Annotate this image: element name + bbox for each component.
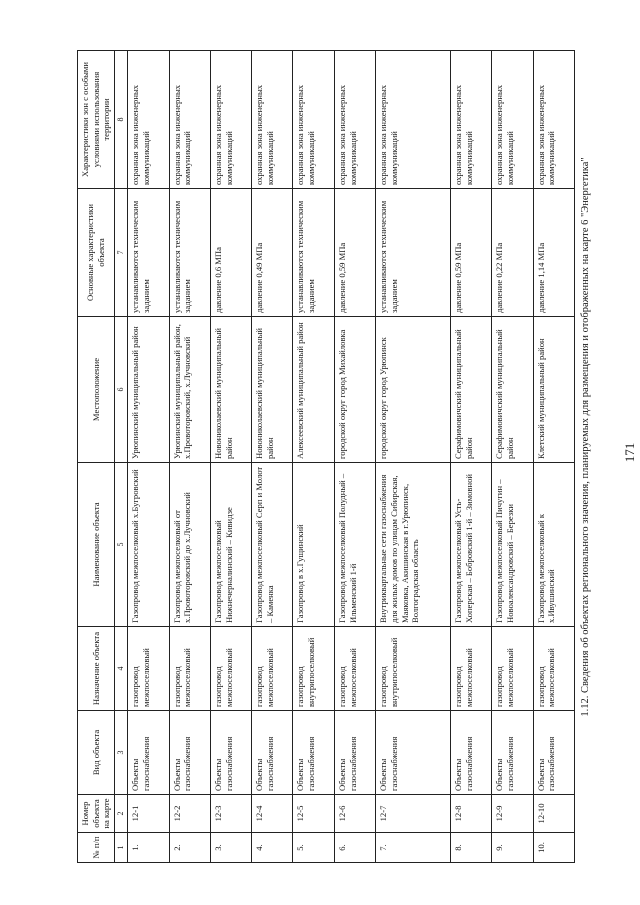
specs-cell: давление 0,22 МПа	[492, 189, 533, 317]
object-name-cell: Газопровод межпоселковый к х.Ивушинский	[533, 463, 574, 627]
column-header: Характеристики зон с особыми условиями использования территории	[78, 51, 115, 189]
location-cell: Новониколаевский муниципальный район	[210, 317, 251, 463]
table-row	[376, 51, 451, 863]
page-number: 171	[622, 442, 637, 463]
row-number-cell: 7.	[376, 833, 451, 863]
table-row	[450, 51, 491, 863]
row-number-cell: 4.	[252, 833, 293, 863]
object-purpose-cell: газопровод межпоселковый	[334, 627, 375, 711]
object-purpose-cell: газопровод межпоселковый	[128, 627, 169, 711]
object-purpose-cell: газопровод межпоселковый	[169, 627, 210, 711]
row-number-cell: 3.	[210, 833, 251, 863]
specs-cell: давление 0,49 МПа	[252, 189, 293, 317]
specs-cell: давление 0,59 МПа	[450, 189, 491, 317]
object-kind-cell: Объекты газоснабжения	[334, 711, 375, 795]
zones-cell: охранная зона инженерных коммуникаций	[533, 51, 574, 189]
column-index: 3	[115, 711, 128, 795]
objects-table	[77, 50, 575, 863]
column-header: Основные характеристики объекта	[78, 189, 115, 317]
object-purpose-cell: газопровод межпоселковый	[533, 627, 574, 711]
object-purpose-cell: газопровод межпоселковый	[252, 627, 293, 711]
map-number-cell: 12-7	[376, 795, 451, 833]
column-header: Номер объекта на карте	[78, 795, 115, 833]
object-name-cell: Газопровод межпоселковый Усть-Хоперская – Бобровский 1-й – Зимовной	[450, 463, 491, 627]
row-number-cell: 1.	[128, 833, 169, 863]
object-name-cell: Газопровод межпоселковый х.Бугровский	[128, 463, 169, 627]
object-name-cell: Газопровод в х.Гущинский	[293, 463, 334, 627]
table-title: 1.12. Сведения об объектах регионального значения, планируемых для размещения и отображенных на карте 6 "Энергетика"	[580, 157, 591, 717]
table-header-row	[78, 51, 115, 863]
map-number-cell: 12-5	[293, 795, 334, 833]
specs-cell: давление 1,14 МПа	[533, 189, 574, 317]
location-cell: Новониколаевский муниципальный район	[252, 317, 293, 463]
location-cell: Урюпинский муниципальный район, х.Провоторовский, х.Лучновский	[169, 317, 210, 463]
table-row	[210, 51, 251, 863]
column-header: Вид объекта	[78, 711, 115, 795]
column-index: 8	[115, 51, 128, 189]
zones-cell: охранная зона инженерных коммуникаций	[293, 51, 334, 189]
location-cell: Клетский муниципальный район	[533, 317, 574, 463]
map-number-cell: 12-3	[210, 795, 251, 833]
column-index: 7	[115, 189, 128, 317]
column-header: № п/п	[78, 833, 115, 863]
map-number-cell: 12-9	[492, 795, 533, 833]
column-index: 1	[115, 833, 128, 863]
object-name-cell: Внутриквартальные сети газоснабжения для жилых домов по улицам Сибирская, Маяковка, Акишинская в г.Урюпинск, Волгоградская область	[376, 463, 451, 627]
zones-cell: охранная зона инженерных коммуникаций	[492, 51, 533, 189]
row-number-cell: 9.	[492, 833, 533, 863]
location-cell: городской округ город Михайловка	[334, 317, 375, 463]
column-header: Назначение объекта	[78, 627, 115, 711]
column-index: 5	[115, 463, 128, 627]
table-row	[128, 51, 169, 863]
location-cell: Алексеевский муниципальный район	[293, 317, 334, 463]
object-kind-cell: Объекты газоснабжения	[376, 711, 451, 795]
column-header: Наименование объекта	[78, 463, 115, 627]
location-cell: Серафимовичский муниципальный район	[450, 317, 491, 463]
object-purpose-cell: газопровод внутрипоселковый	[293, 627, 334, 711]
table-body	[128, 51, 575, 863]
map-number-cell: 12-10	[533, 795, 574, 833]
table-row	[169, 51, 210, 863]
zones-cell: охранная зона инженерных коммуникаций	[169, 51, 210, 189]
table-row	[492, 51, 533, 863]
object-purpose-cell: газопровод межпоселковый	[210, 627, 251, 711]
map-number-cell: 12-4	[252, 795, 293, 833]
object-kind-cell: Объекты газоснабжения	[210, 711, 251, 795]
location-cell: городской округ город Урюпинск	[376, 317, 451, 463]
zones-cell: охранная зона инженерных коммуникаций	[252, 51, 293, 189]
table-row	[533, 51, 574, 863]
zones-cell: охранная зона инженерных коммуникаций	[334, 51, 375, 189]
specs-cell: устанавливаются техническим заданием	[376, 189, 451, 317]
object-kind-cell: Объекты газоснабжения	[293, 711, 334, 795]
row-number-cell: 10.	[533, 833, 574, 863]
object-kind-cell: Объекты газоснабжения	[252, 711, 293, 795]
object-name-cell: Газопровод межпоселковый от х.Провоторовский до х.Лучновский	[169, 463, 210, 627]
object-name-cell: Газопровод межпоселковый Полудный – Ильменский 1-й	[334, 463, 375, 627]
location-cell: Серафимовичский муниципальный район	[492, 317, 533, 463]
location-cell: Урюпинский муниципальный район	[128, 317, 169, 463]
object-kind-cell: Объекты газоснабжения	[128, 711, 169, 795]
map-number-cell: 12-2	[169, 795, 210, 833]
specs-cell: устанавливаются техническим заданием	[293, 189, 334, 317]
column-index: 2	[115, 795, 128, 833]
specs-cell: давление 0,59 МПа	[334, 189, 375, 317]
column-index: 6	[115, 317, 128, 463]
map-number-cell: 12-1	[128, 795, 169, 833]
column-index: 4	[115, 627, 128, 711]
table-row	[293, 51, 334, 863]
specs-cell: устанавливаются техническим заданием	[128, 189, 169, 317]
zones-cell: охранная зона инженерных коммуникаций	[376, 51, 451, 189]
row-number-cell: 5.	[293, 833, 334, 863]
column-header: Местоположение	[78, 317, 115, 463]
zones-cell: охранная зона инженерных коммуникаций	[450, 51, 491, 189]
table-row	[334, 51, 375, 863]
object-purpose-cell: газопровод межпоселковый	[450, 627, 491, 711]
specs-cell: давление 0,6 МПа	[210, 189, 251, 317]
map-number-cell: 12-6	[334, 795, 375, 833]
object-kind-cell: Объекты газоснабжения	[533, 711, 574, 795]
object-kind-cell: Объекты газоснабжения	[492, 711, 533, 795]
row-number-cell: 2.	[169, 833, 210, 863]
zones-cell: охранная зона инженерных коммуникаций	[128, 51, 169, 189]
row-number-cell: 6.	[334, 833, 375, 863]
object-name-cell: Газопровод межпоселковый Пичугин – Новоалександровский – Березки	[492, 463, 533, 627]
zones-cell: охранная зона инженерных коммуникаций	[210, 51, 251, 189]
map-number-cell: 12-8	[450, 795, 491, 833]
specs-cell: устанавливаются техническим заданием	[169, 189, 210, 317]
object-name-cell: Газопровод межпоселковый Серп и Молот – Каменка	[252, 463, 293, 627]
row-number-cell: 8.	[450, 833, 491, 863]
table-row	[252, 51, 293, 863]
object-kind-cell: Объекты газоснабжения	[450, 711, 491, 795]
object-purpose-cell: газопровод межпоселковый	[492, 627, 533, 711]
object-name-cell: Газопровод межпоселковый Нижнечерналинский – Кивидзе	[210, 463, 251, 627]
object-purpose-cell: газопровод внутрипоселковый	[376, 627, 451, 711]
object-kind-cell: Объекты газоснабжения	[169, 711, 210, 795]
column-index-row	[115, 51, 128, 863]
